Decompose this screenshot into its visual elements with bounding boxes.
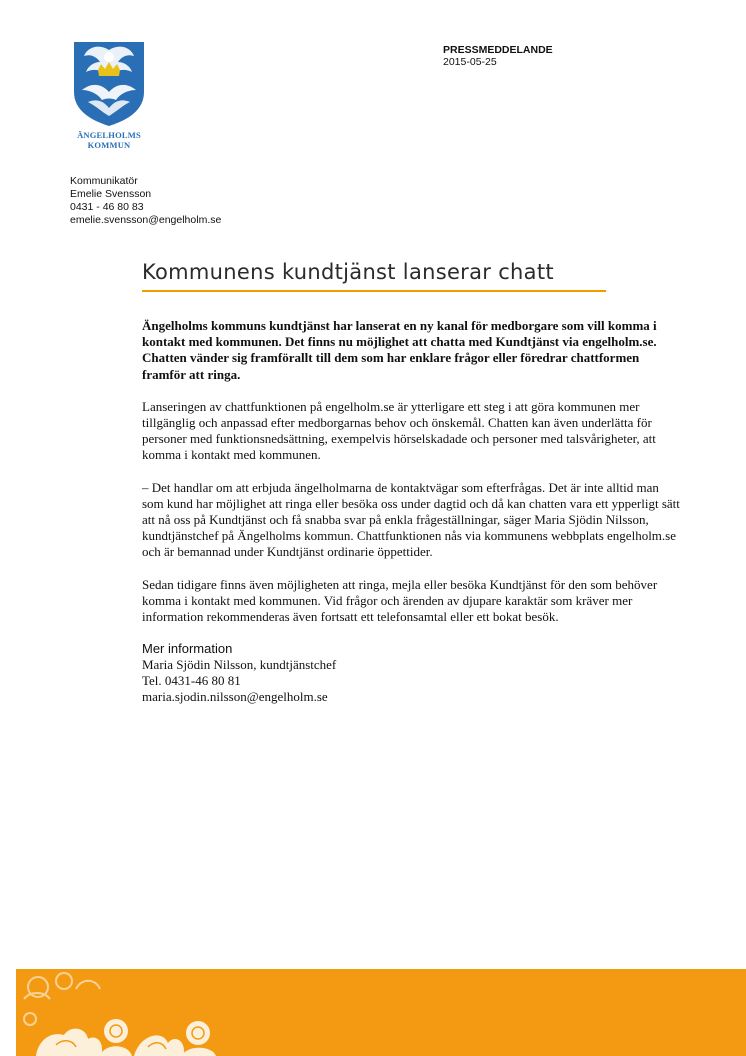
logo-text bbox=[72, 130, 146, 150]
footer-band bbox=[16, 969, 746, 1056]
contact-phone: 0431 - 46 80 83 bbox=[70, 201, 144, 213]
press-release-label: PRESSMEDDELANDE bbox=[443, 44, 553, 56]
contact-role: Kommunikatör bbox=[70, 175, 138, 187]
contact-name: Emelie Svensson bbox=[70, 188, 152, 200]
more-info-heading: Mer information bbox=[142, 641, 233, 657]
contact-email: emelie.svensson@engelholm.se bbox=[70, 214, 222, 226]
municipality-logo bbox=[72, 40, 146, 150]
coat-of-arms-icon bbox=[72, 40, 146, 126]
contact-block bbox=[70, 175, 221, 227]
body-paragraph-2: – Det handlar om att erbjuda ängelholmarna de kontaktvägar som efterfrågas. Det är inte alltid man som kund har möjlighet att ringa eller besöka oss under dagtid och då kan chatten vara ett ypperligt sätt att nå oss på Kundtjänst och få snabba svar på enkla frågeställningar, säger Maria Sjödin Nilsson, kundtjänstchef på Ängelholms kommun. Chattfunktionen nås via kommunens webbplats engelholm.se och är bemannad under Kundtjänst ordinarie öppettider. bbox=[142, 479, 680, 560]
press-header bbox=[443, 44, 553, 68]
more-info-email: maria.sjodin.nilsson@engelholm.se bbox=[142, 689, 328, 705]
more-info-section bbox=[142, 641, 682, 705]
body-paragraph-1: Lanseringen av chattfunktionen på engelholm.se är ytterligare ett steg i att göra kommunen mer tillgänglig och anpassad efter medborgarnas behov och önskemål. Chatten kan även underlätta för personer med funktionsnedsättning, exempelvis hörselskadade och personer med talsvårigheter, att komma i kontakt med kommunen. bbox=[142, 398, 656, 463]
page-title: Kommunens kundtjänst lanserar chatt bbox=[142, 260, 606, 292]
article-body bbox=[142, 318, 682, 705]
more-info-name: Maria Sjödin Nilsson, kundtjänstchef bbox=[142, 657, 337, 673]
press-date: 2015-05-25 bbox=[443, 56, 497, 68]
body-paragraph-3: Sedan tidigare finns även möjligheten att ringa, mejla eller besöka Kundtjänst för den som behöver komma i kontakt med kommunen. Vid frågor och ärenden av djupare karaktär som kräver mer information rekommenderas även fortsatt ett telefonsamtal eller ett bokat besök. bbox=[142, 576, 658, 625]
angel-pattern-icon bbox=[16, 969, 276, 1056]
lead-paragraph: Ängelholms kommuns kundtjänst har lanserat en ny kanal för medborgare som vill komma i kontakt med kommunen. Det finns nu möjlighet att chatta med Kundtjänst via engelholm.se. Chatten vänder sig framförallt till dem som har enklare frågor eller föredrar chattformen framför att ringa. bbox=[142, 318, 657, 382]
logo-line-2: KOMMUN bbox=[87, 140, 131, 150]
logo-line-1: ÄNGELHOLMS bbox=[77, 130, 141, 140]
more-info-phone: Tel. 0431-46 80 81 bbox=[142, 673, 241, 689]
